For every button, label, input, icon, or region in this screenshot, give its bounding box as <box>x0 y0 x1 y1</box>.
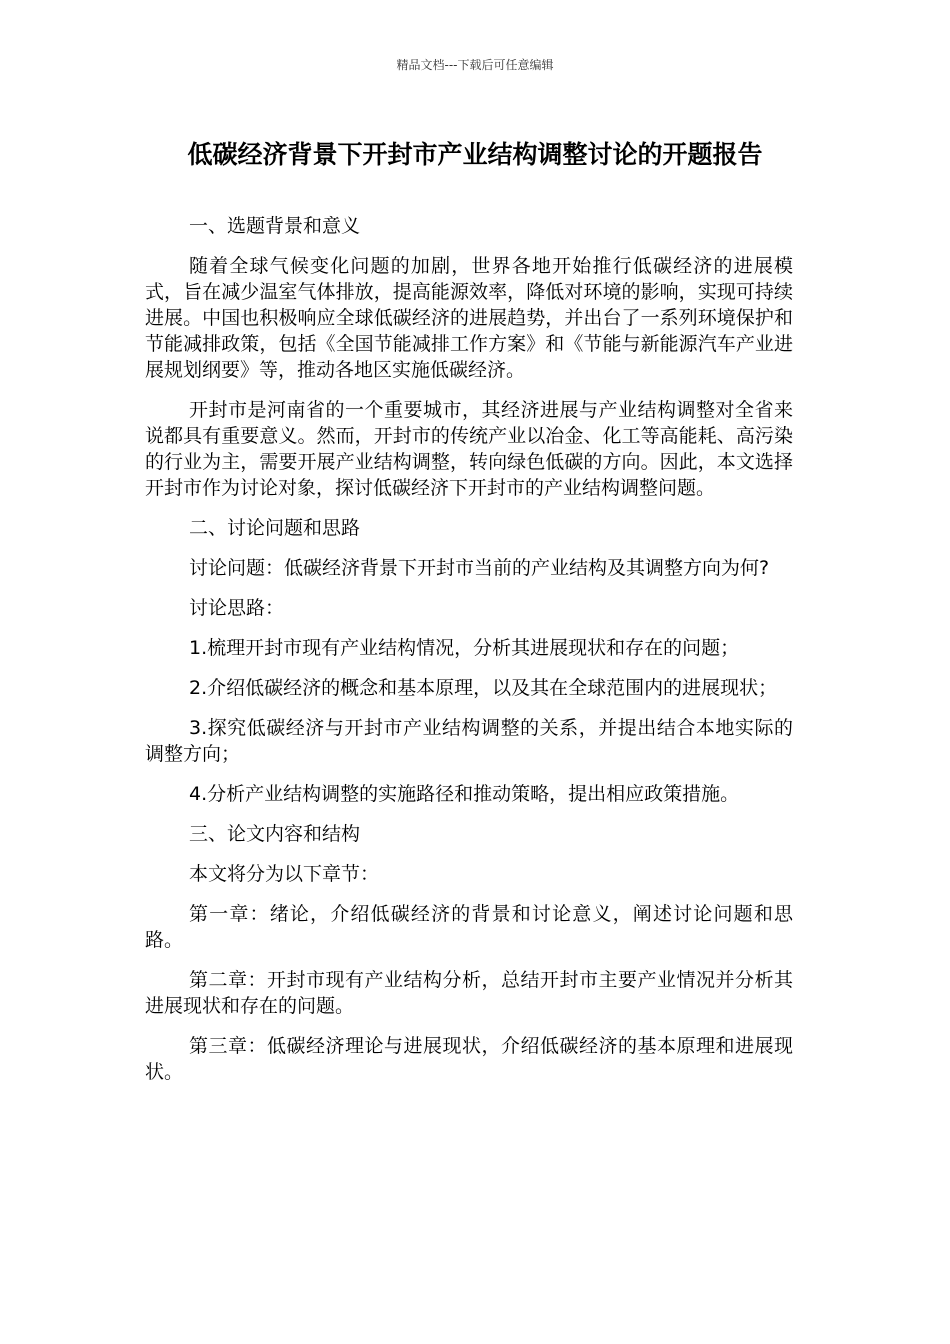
section-heading-3: 三、论文内容和结构 <box>189 823 361 845</box>
document-title: 低碳经济背景下开封市产业结构调整讨论的开题报告 <box>187 140 763 169</box>
paragraph: 讨论思路： <box>189 597 285 619</box>
paragraph: 讨论问题：低碳经济背景下开封市当前的产业结构及其调整方向为何? <box>189 557 770 579</box>
list-item: 4.分析产业结构调整的实施路径和推动策略，提出相应政策措施。 <box>189 783 740 805</box>
list-item: 3.探究低碳经济与开封市产业结构调整的关系，并提出结合本地实际的调整方向； <box>145 717 793 765</box>
chapter-item: 第一章：绪论，介绍低碳经济的背景和讨论意义，阐述讨论问题和思路。 <box>145 903 793 951</box>
paragraph: 开封市是河南省的一个重要城市，其经济进展与产业结构调整对全省来说都具有重要意义。然而，开封市的传统产业以冶金、化工等高能耗、高污染的行业为主，需要开展产业结构调整，转向绿色低碳的方向。因此，本文选择开封市作为讨论对象，探讨低碳经济下开封市的产业结构调整问题。 <box>145 399 793 499</box>
header-note: 精品文档---下载后可任意编辑 <box>396 58 554 72</box>
document-body <box>145 213 793 1099</box>
section-heading-1: 一、选题背景和意义 <box>189 215 361 237</box>
section-heading-2: 二、讨论问题和思路 <box>189 517 361 539</box>
list-item: 1.梳理开封市现有产业结构情况，分析其进展现状和存在的问题； <box>189 637 740 659</box>
chapter-item: 第三章：低碳经济理论与进展现状，介绍低碳经济的基本原理和进展现状。 <box>145 1035 793 1083</box>
paragraph: 本文将分为以下章节： <box>189 863 380 885</box>
chapter-item: 第二章：开封市现有产业结构分析，总结开封市主要产业情况并分析其进展现状和存在的问题。 <box>145 969 793 1017</box>
list-item: 2.介绍低碳经济的概念和基本原理，以及其在全球范围内的进展现状； <box>189 677 778 699</box>
paragraph: 随着全球气候变化问题的加剧，世界各地开始推行低碳经济的进展模式，旨在减少温室气体排放，提高能源效率，降低对环境的影响，实现可持续进展。中国也积极响应全球低碳经济的进展趋势，并出台了一系列环境保护和节能减排政策，包括《全国节能减排工作方案》和《节能与新能源汽车产业进展规划纲要》等，推动各地区实施低碳经济。 <box>145 255 793 381</box>
